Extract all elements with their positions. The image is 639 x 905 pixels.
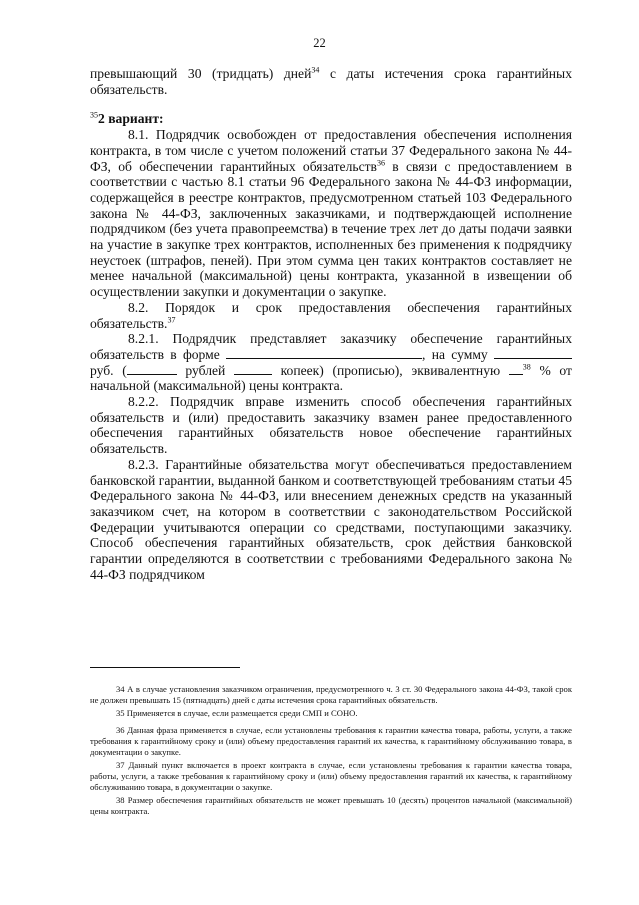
clause-8-1: [90, 127, 572, 300]
clause-text: рублей: [176, 362, 234, 378]
paragraph-text: с даты истечения срока гарантийных обязательств.: [90, 66, 572, 97]
clause-text: 8.1. Подрядчик освобожден от предоставления обеспечения исполнения контракта, в том числе с учетом положений статьи 37 Федерального закона № 44-ФЗ, об обеспечении гарантийных обязательств: [90, 127, 572, 174]
footnote-36: 36 Данная фраза применяется в случае, если установлены требования к гарантии качества товара, работы, услуги, а также требования к гарантийному сроку и (или) объему предоставления гарантий их качества, к гарантийному обслуживанию товара, в документации о закупке.: [90, 725, 572, 757]
form-blank-field[interactable]: [226, 347, 422, 359]
clause-text: копеек) (прописью), эквивалентную: [271, 362, 509, 378]
footnote-ref-38: 38: [522, 362, 531, 372]
paragraph-text: превышающий 30 (тридцать) дней: [90, 66, 312, 81]
footnotes: [90, 684, 572, 819]
paragraph-guarantee-term: [90, 66, 572, 97]
footnote-ref-34: 34: [311, 65, 320, 75]
footnote-ref-36: 36: [376, 157, 385, 167]
clause-8-2-2: 8.2.2. Подрядчик вправе изменить способ обеспечения гарантийных обязательств и (или) предоставить заказчику взамен ранее предоставленного обеспечения гарантийных обязательств новое обеспечение гарантийных обязательств.: [90, 394, 572, 457]
clause-text: , на сумму: [422, 346, 494, 362]
clause-8-2-1: [90, 331, 572, 394]
kopecks-blank-field[interactable]: [234, 363, 272, 375]
page-number: 22: [313, 36, 326, 50]
footnote-separator: [90, 667, 240, 668]
contract-body: [90, 66, 572, 583]
clause-8-2-3: 8.2.3. Гарантийные обязательства могут обеспечиваться предоставлением банковской гарантии, выданной банком и соответствующей требованиям статьи 45 Федерального закона № 44-ФЗ, или внесением денежных средств на указанный заказчиком счет, на котором в соответствии с законодательством Российской Федерации учитываются операции со средствами, поступающими заказчику. Способ обеспечения гарантийных обязательств, срок действия банковской гарантии определяются в соответствии с требованиями Федерального закона № 44-ФЗ подрядчиком: [90, 456, 572, 582]
clause-8-2: [90, 300, 572, 331]
variant-heading: [90, 111, 572, 127]
clause-text: руб. (: [90, 362, 127, 378]
footnote-35: 35 Применяется в случае, если размещается среди СМП и СОНО.: [116, 708, 358, 718]
clause-text: % от начальной (максимальной) цены контракта.: [90, 362, 572, 394]
amount-blank-field[interactable]: [494, 347, 572, 359]
footnote-38: 38 Размер обеспечения гарантийных обязательств не может превышать 10 (десять) процентов начальной (максимальной) цены контракта.: [90, 795, 572, 816]
footnote-ref-37: 37: [167, 315, 176, 325]
percent-blank-field[interactable]: [509, 363, 523, 375]
clause-text: 8.2. Порядок и срок предоставления обеспечения гарантийных обязательств.: [90, 299, 572, 331]
clause-text: в связи с предоставлением в соответствии с частью 8.1 статьи 96 Федерального закона № 44-ФЗ информации, содержащейся в реестре контрактов, предусмотренном статьей 103 Федерального закона № 44-ФЗ, заключенных заказчиками, и подтверждающей исполнение подрядчиком (без учета правопреемства) в течение трех лет до даты подачи заявки на участие в закупке трех контрактов, исполненных без применения к подрядчику неустоек (штрафов, пеней). При этом сумма цен таких контрактов составляет не менее начальной (максимальной) цены контракта, указанной в извещении об осуществлении закупки и документации о закупке.: [90, 158, 572, 300]
rubles-blank-field[interactable]: [127, 363, 177, 375]
footnote-ref-35: 35: [90, 110, 98, 120]
footnote-34: 34 А в случае установления заказчиком ограничения, предусмотренного ч. 3 ст. 30 Федерального закона 44-ФЗ, такой срок не должен превышать 15 (пятнадцать) дней с даты истечения срока гарантийных обязательств.: [90, 684, 572, 705]
heading-text: 2 вариант:: [98, 111, 164, 127]
clause-text: 8.2.1. Подрядчик представляет заказчику обеспечение гарантийных обязательств в форме: [90, 331, 572, 362]
footnote-37: 37 Данный пункт включается в проект контракта в случае, если установлены требования к гарантии качества товара, работы, услуги, а также требования к гарантийному сроку и (или) объему предоставления гарантий их качества, к гарантийному обслуживанию товара, в документации о закупке.: [90, 760, 572, 792]
